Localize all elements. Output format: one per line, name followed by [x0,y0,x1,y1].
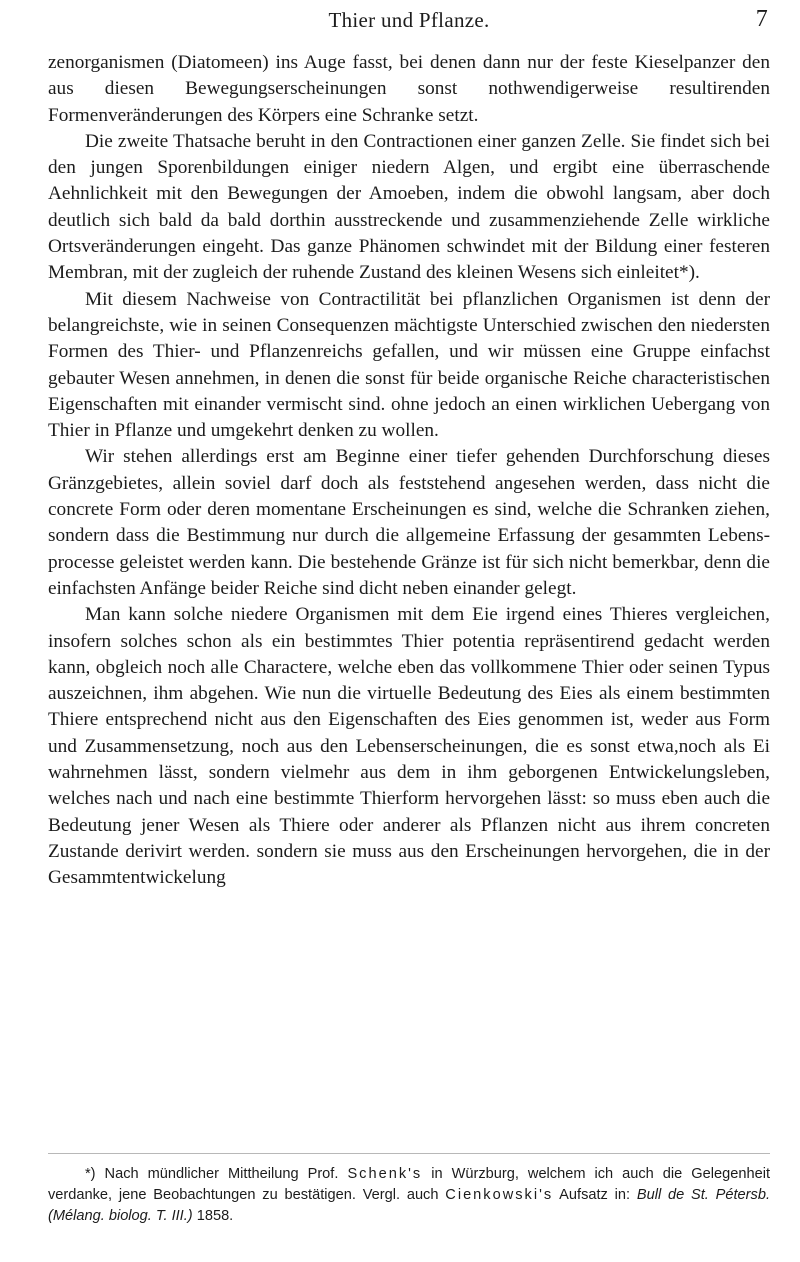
paragraph-2: Die zweite Thatsache beruht in den Contractionen einer ganzen Zelle. Sie findet sich bei den jungen Sporenbildungen einiger niedern Algen, und ergibt eine überraschende Aehnlichkeit mit den Bewegungen der Amoeben, indem die obwohl langsam, aber doch deutlich sich bald da bald dorthin ausstreckende und zusammenziehende Zelle wirkliche Ortsveränderungen eingeht. Das ganze Phänomen schwindet mit der Bildung einer festeren Membran, mit der zugleich der ruhende Zustand des kleinen Wesens sich einleitet*). [48,130,770,284]
paragraph-5: Man kann solche niedere Organismen mit dem Eie irgend eines Thieres vergleichen, insofern solches schon als ein bestimmtes Thier potentia repräsentirend gedacht werden kann, obgleich noch alle Charactere, welche eben das vollkommene Thier oder seinen Typus auszeichnen, ihm abgehen. Wie nun die virtuelle Bedeutung des Eies als einem bestimmten Thiere entsprechend nicht aus den Eigenschaften des Eies genommen ist, weder aus Form und Zusammensetzung, noch aus den Lebenserscheinungen, die es sonst etwa,noch als Ei wahrnehmen lässt, sondern vielmehr aus dem in ihm geborgenen Entwickelungsleben, welches nach und nach eine bestimmte Thierform hervorgehen lässt: so muss eben auch die Bedeutung jener Wesen als Thiere oder anderer als Pflanzen nicht aus ihrem concreten Zustande derivirt werden. sondern sie muss aus den Erscheinungen hervorgehen, die in der Gesammtentwickelung [48,604,770,889]
footnote-citation: Bull de St. Pétersb. (Mélang. biolog. T. III.) [48,1187,771,1224]
paragraph-3: Mit diesem Nachweise von Contractilität bei pflanzlichen Organismen ist denn der belangreichste, wie in seinen Consequenzen mächtigste Unterschied zwischen den niedersten Formen des Thier- und Pflanzenreichs gefallen, und wir müssen eine Gruppe einfachst gebauter Wesen annehmen, in denen die sonst für beide organische Reiche characteristischen Eigenschaften mit einander vermischt sind. ohne jedoch an einen wirklichen Uebergang von Thier in Pflanze und umgekehrt denken zu wollen. [48,288,770,442]
footnote-lead: *) Nach mündlicher Mittheilung Prof. [85,1166,339,1182]
paragraph-4: Wir stehen allerdings erst am Beginne einer tiefer gehenden Durchforschung dieses Gränzgebietes, allein soviel darf doch als feststehend angesehen werden, dass nicht die concrete Form oder deren momentane Erscheinungen es sind, welche die Schranken ziehen, sondern dass die Bestimmung nur durch die allgemeine Erfassung der gesammten Lebensprocesse geleistet werden kann. Die bestehende Gränze ist für sich nicht bemerkbar, denn die einfachsten Anfänge beider Reiche sind dicht neben einander gelegt. [48,446,770,599]
running-head: Thier und Pflanze. [328,8,490,32]
body-text [48,50,770,892]
page-header [48,8,770,34]
footnote-divider [48,1153,770,1154]
footnote-name-schenk: Schenk's [347,1166,423,1182]
paragraph-1: zenorganismen (Diatomeen) ins Auge fasst, bei denen dann nur der feste Kieselpanzer den aus diesen Bewegungserscheinungen sonst nothwendigerweise resultirenden Formenveränderungen des Körpers eine Schranke setzt. [48,52,770,126]
footnote-aufsatz: Aufsatz in: [559,1187,631,1203]
footnote-year: 1858. [196,1208,234,1224]
page-number: 7 [755,6,768,32]
footnote [48,1164,770,1227]
footnote-mid: in Würzburg, welchem ich auch die Gelegenheit verdanke, jene Beobachtungen zu bestätigen. Vergl. auch [48,1166,770,1203]
footnote-name-cienkowski: Cienkowski's [445,1187,554,1203]
